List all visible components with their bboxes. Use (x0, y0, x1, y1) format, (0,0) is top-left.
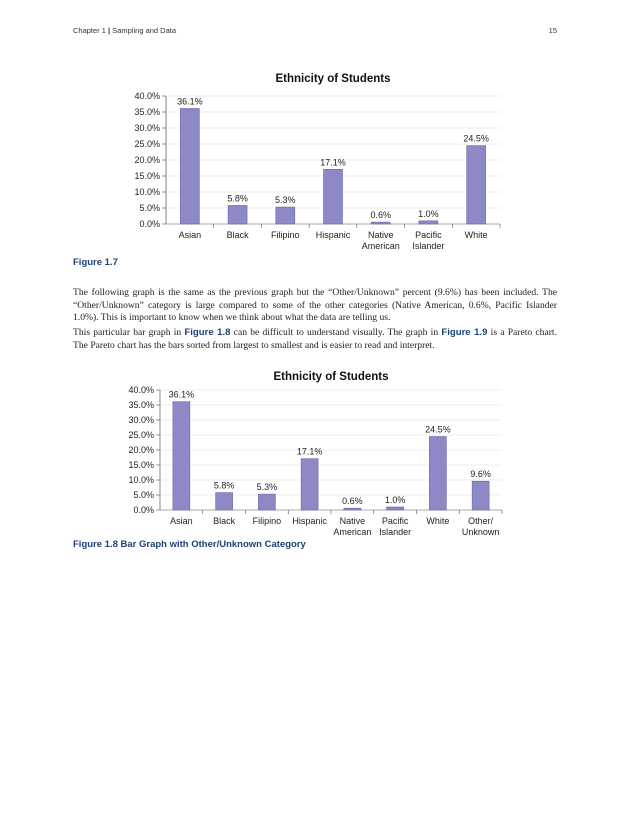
x-category-label: Black (213, 516, 236, 526)
x-category-label: American (333, 527, 372, 537)
bar (419, 221, 438, 224)
bar-value-label: 24.5% (425, 424, 451, 435)
x-category-label: Native (339, 516, 366, 526)
bar-value-label: 5.3% (256, 482, 278, 493)
x-category-label: White (426, 516, 450, 526)
bar (467, 146, 486, 224)
bar-value-label: 0.6% (370, 210, 391, 221)
bar-value-label: 17.1% (296, 446, 323, 457)
chart-title: Ethnicity of Students (275, 73, 391, 85)
bar (173, 402, 190, 510)
x-category-label: Black (226, 230, 249, 240)
bar (258, 494, 275, 510)
body-paragraph-pareto: This particular bar graph in Figure 1.8 can be difficult to understand visually. The graph in Figure 1.9 is a Pareto chart. The Pareto chart has the bars sorted from largest to smallest and is easier to read and interpret. (73, 327, 557, 351)
y-tick-label: 25.0% (134, 139, 160, 149)
x-category-label: Asian (170, 516, 193, 526)
y-tick-label: 25.0% (128, 430, 154, 440)
bar-value-label: 36.1% (168, 389, 195, 400)
figure-1-8-label: Figure 1.8 (73, 539, 118, 550)
y-tick-label: 0.0% (133, 505, 154, 515)
y-tick-label: 30.0% (134, 123, 160, 133)
x-category-label: Islander (412, 241, 445, 251)
y-tick-label: 40.0% (134, 91, 160, 101)
y-tick-label: 20.0% (134, 155, 160, 165)
bar-value-label: 5.8% (227, 193, 248, 204)
running-header-chapter: Chapter 1 | Sampling and Data (73, 26, 177, 35)
bar-value-label: 0.6% (342, 496, 363, 507)
y-tick-label: 10.0% (128, 475, 154, 485)
figure-1-8-caption (73, 539, 306, 550)
x-category-label: Native (367, 230, 394, 240)
y-tick-label: 40.0% (128, 385, 154, 395)
y-tick-label: 5.0% (139, 203, 160, 213)
x-category-label: Pacific (415, 230, 442, 240)
bar (276, 207, 295, 224)
y-tick-label: 30.0% (128, 415, 154, 425)
x-category-label: Hispanic (292, 516, 327, 526)
bar-value-label: 9.6% (470, 469, 491, 480)
chart-title: Ethnicity of Students (273, 371, 389, 383)
bar-value-label: 17.1% (320, 157, 346, 168)
bar-value-label: 5.8% (213, 480, 235, 491)
y-tick-label: 15.0% (134, 171, 160, 181)
x-category-label: Filipino (252, 516, 282, 526)
bar (324, 169, 343, 224)
y-tick-label: 35.0% (134, 107, 160, 117)
figure-1-8-caption-text: Bar Graph with Other/Unknown Category (117, 539, 306, 550)
bar (429, 437, 446, 511)
x-category-label: Islander (379, 527, 412, 537)
bar (180, 108, 199, 224)
bar-value-label: 1.0% (384, 495, 406, 505)
bar (387, 507, 404, 510)
figure-1-7-caption: Figure 1.7 (73, 257, 118, 268)
bar-value-label: 1.0% (418, 208, 439, 219)
bar (371, 222, 390, 224)
body-paragraph-other-unknown: The following graph is the same as the previous graph but the “Other/Unknown” percent (9.6%) has been included. The “Other/Unknown” category is large compared to some of the other categories (Native American, 0.6%, Pacific Islander 1.0%). This is important to know when we think about what the data are telling us. (73, 287, 557, 324)
bar (228, 205, 247, 224)
bar (472, 481, 489, 510)
y-tick-label: 0.0% (139, 219, 160, 229)
x-category-label: White (464, 230, 488, 240)
bar-chart-figure-1-7 (0, 62, 630, 257)
x-category-label: Hispanic (315, 230, 351, 240)
bar-value-label: 36.1% (177, 96, 203, 107)
bar (301, 459, 318, 510)
y-tick-label: 10.0% (134, 187, 160, 197)
x-category-label: Filipino (271, 230, 300, 240)
bar-value-label: 24.5% (463, 133, 489, 144)
running-header-page-number: 15 (548, 26, 557, 35)
x-category-label: Pacific (381, 516, 409, 526)
y-tick-label: 20.0% (128, 445, 154, 455)
bar (344, 508, 361, 510)
bar-value-label: 5.3% (275, 195, 296, 206)
figure-1-8-link[interactable]: Figure 1.8 (184, 327, 231, 338)
x-category-label: Asian (178, 230, 202, 240)
x-category-label: American (361, 241, 400, 251)
bar-chart-figure-1-8 (0, 360, 630, 538)
figure-1-9-link[interactable]: Figure 1.9 (441, 327, 488, 338)
bar (216, 493, 233, 510)
y-tick-label: 5.0% (133, 490, 154, 500)
x-category-label: Other/ (468, 516, 494, 526)
x-category-label: Unknown (461, 527, 500, 537)
y-tick-label: 15.0% (128, 460, 154, 470)
y-tick-label: 35.0% (128, 400, 154, 410)
